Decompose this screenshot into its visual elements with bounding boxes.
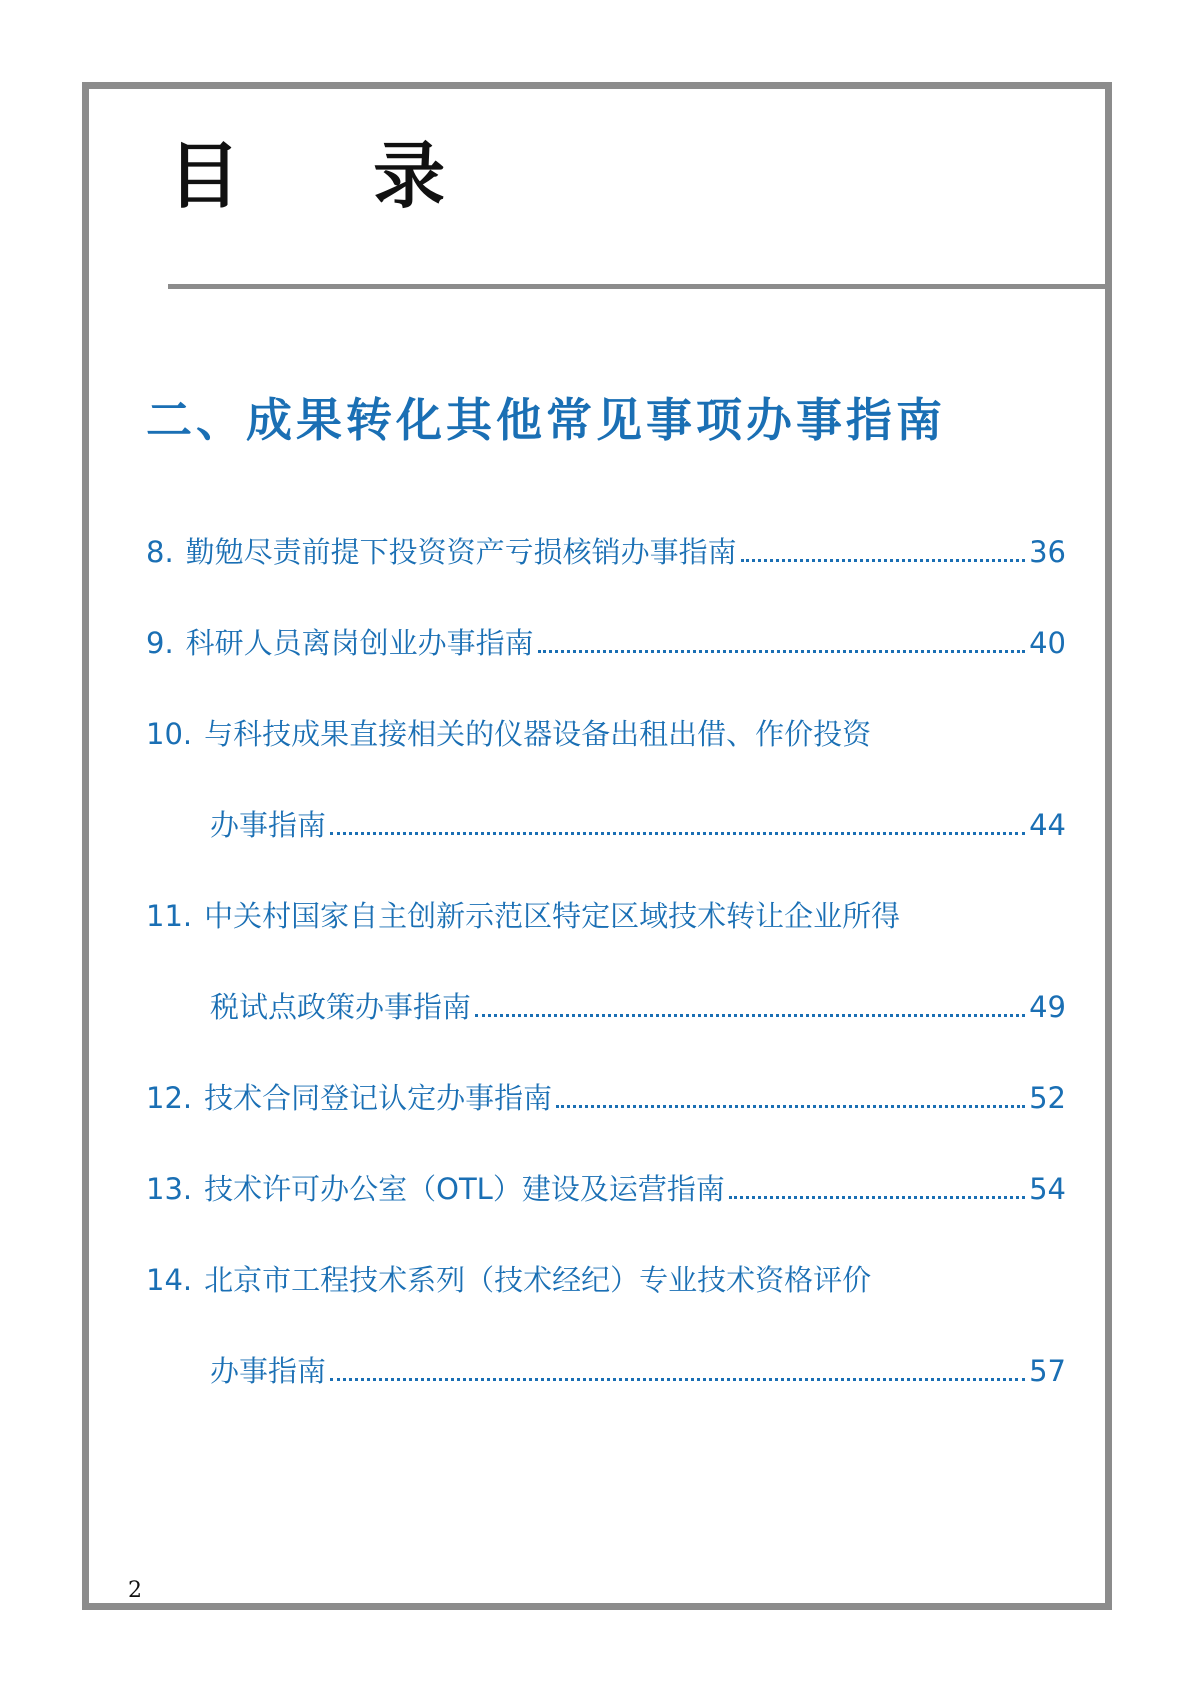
toc-entry[interactable] [146, 1258, 1066, 1349]
toc-entry-title: 中关村国家自主创新示范区特定区域技术转让企业所得 [204, 899, 901, 933]
dot-leader [556, 1105, 1025, 1108]
toc-entry-title: 勤勉尽责前提下投资资产亏损核销办事指南 [185, 535, 737, 569]
toc-entry-page: 54 [1029, 1172, 1066, 1206]
page-title: 目 录 [168, 134, 500, 218]
toc-entry-number: 11. [146, 899, 193, 933]
toc-entry[interactable] [146, 530, 1066, 621]
toc-entry-number: 8. [146, 535, 174, 569]
toc-entry[interactable] [146, 621, 1066, 712]
toc-entry[interactable] [146, 894, 1066, 985]
toc-entry-page: 49 [1029, 990, 1066, 1024]
title-divider [168, 284, 1112, 289]
section-heading: 二、成果转化其他常见事项办事指南 [146, 393, 946, 447]
toc-entry-number: 14. [146, 1263, 193, 1297]
toc-entry[interactable] [146, 1167, 1066, 1258]
toc-entry-page: 36 [1029, 535, 1066, 569]
dot-leader [330, 1378, 1025, 1381]
toc-entry-number: 13. [146, 1172, 193, 1206]
toc-entry-title: 办事指南 [210, 808, 327, 842]
toc-entry-title: 科研人员离岗创业办事指南 [185, 626, 534, 660]
toc-entry-number: 10. [146, 717, 193, 751]
toc-entry-page: 52 [1029, 1081, 1066, 1115]
toc-entry[interactable] [146, 712, 1066, 803]
toc-entry-number: 9. [146, 626, 174, 660]
dot-leader [330, 832, 1025, 835]
toc-entry-page: 40 [1029, 626, 1066, 660]
toc-entry-continuation[interactable] [146, 803, 1066, 894]
toc-entry-title: 税试点政策办事指南 [210, 990, 472, 1024]
dot-leader [729, 1196, 1025, 1199]
dot-leader [475, 1014, 1025, 1017]
toc-entry[interactable] [146, 1076, 1066, 1167]
toc-entry-page: 57 [1029, 1354, 1066, 1388]
toc-entry-title: 与科技成果直接相关的仪器设备出租出借、作价投资 [204, 717, 872, 751]
dot-leader [741, 559, 1025, 562]
toc-entry-title: 技术合同登记认定办事指南 [204, 1081, 553, 1115]
toc-entry-title: 办事指南 [210, 1354, 327, 1388]
toc-entry-number: 12. [146, 1081, 193, 1115]
toc-entry-page: 44 [1029, 808, 1066, 842]
page-number: 2 [128, 1578, 142, 1603]
toc-entry-title: 技术许可办公室（OTL）建设及运营指南 [204, 1172, 725, 1206]
toc-entry-title: 北京市工程技术系列（技术经纪）专业技术资格评价 [204, 1263, 872, 1297]
dot-leader [538, 650, 1025, 653]
toc-entry-continuation[interactable] [146, 985, 1066, 1076]
toc-entry-continuation[interactable] [146, 1349, 1066, 1440]
toc-list [146, 530, 1066, 1440]
